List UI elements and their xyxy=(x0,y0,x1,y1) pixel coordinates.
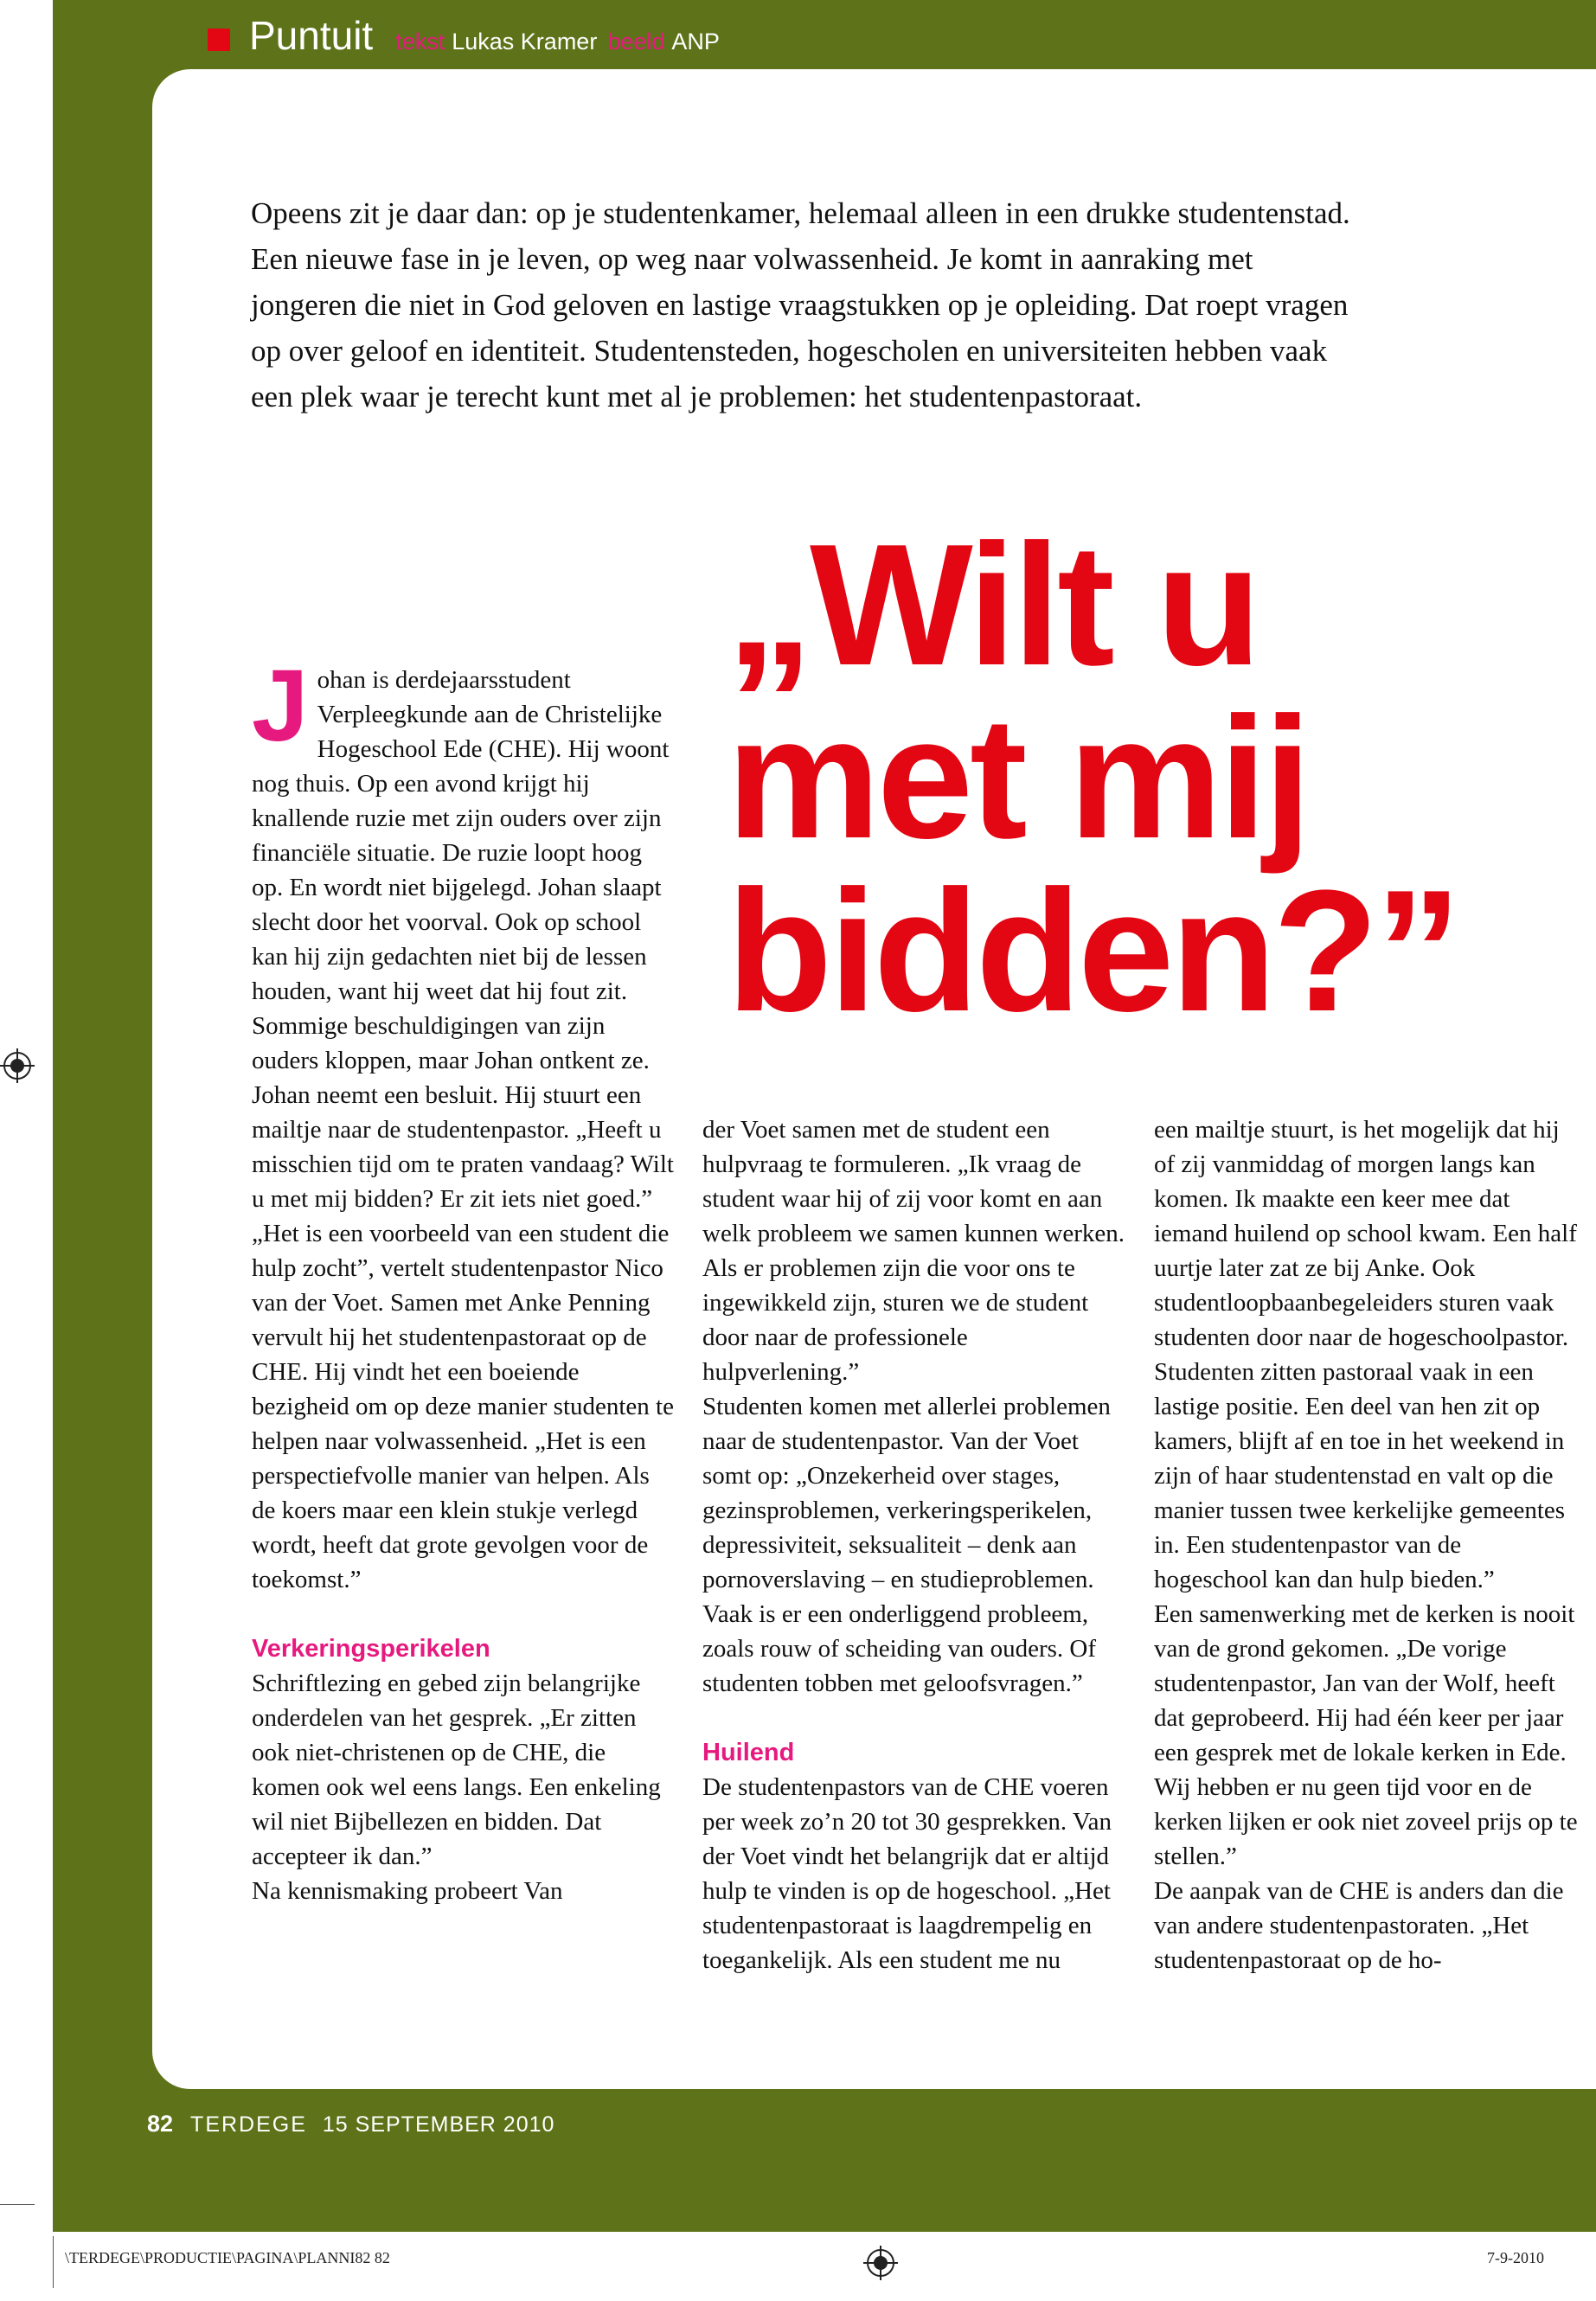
text-credit-label: tekst xyxy=(395,29,445,54)
paragraph: Studenten zitten pastoraal vaak in een lastige positie. Een deel van hen zit op kamers, blijft af en toe in het weekend in zijn of haar studentenstad en valt op die manier tussen twee kerkelijke gemeentes in. Een studentenpastor van de hogeschool kan dan hulp bieden.” xyxy=(1154,1358,1566,1593)
section-header xyxy=(208,12,730,73)
file-path: \TERDEGE\PRODUCTIE\PAGINA\PLANNI82 82 xyxy=(65,2249,390,2266)
page-number: 82 xyxy=(147,2111,174,2137)
print-slug xyxy=(65,2249,1544,2275)
paragraph: Studenten komen met allerlei problemen naar de studentenpastor. Van der Voet somt op: „Onzekerheid over stages, gezinsproblemen, verkeringsperikelen, depressiviteit, seksualiteit – denk aan pornoverslaving – en studieproblemen. Vaak is er een onderliggend probleem, zoals rouw of scheiding van ouders. Of studenten tobben met geloofsvragen.” xyxy=(702,1393,1111,1697)
paragraph: der Voet samen met de student een hulpvraag te formuleren. „Ik vraag de student waar hij of zij voor komt en aan welk probleem we samen kunnen werken. Als er problemen zijn die voor ons te ingewikkeld zijn, sturen we de student door naar de professionele hulpverlening.” xyxy=(702,1116,1125,1386)
paragraph: Schriftlezing en gebed zijn belangrijke onderdelen van het gesprek. „Er zitten ook niet-christenen op de CHE, die komen ook wel eens langs. Een enkeling wil niet Bijbellezen en bidden. Dat accepteer ik dan.” xyxy=(252,1670,661,1870)
issue-date: 15 SEPTEMBER 2010 xyxy=(322,2112,555,2137)
paragraph: Een samenwerking met de kerken is nooit van de grond gekomen. „De vorige studentenpastor, Jan van der Wolf, heeft dat geprobeerd. Hij had één keer per jaar een gesprek met de lokale kerken in Ede. Wij hebben er nu geen tijd voor en de kerken lijken er ook niet zoveel prijs op te stellen.” xyxy=(1154,1600,1578,1870)
headline-line-2: met mij xyxy=(727,682,1309,875)
image-credit-label: beeld xyxy=(607,29,665,54)
intro-lead xyxy=(251,190,1358,420)
subheading: Huilend xyxy=(702,1739,795,1766)
headline-line-3: bidden?” xyxy=(727,855,1458,1048)
crop-mark xyxy=(0,2204,35,2205)
intro-paragraph: Opeens zit je daar dan: op je studentenkamer, helemaal alleen in een drukke studentenstad. Een nieuwe fase in je leven, op weg naar volwassenheid. Je komt in aanraking met jongeren die niet in God geloven en lastige vraagstukken op je opleiding. Dat roept vragen op over geloof en identiteit. Studentensteden, hogescholen en universiteiten hebben vaak een plek waar je terecht kunt met al je problemen: het studentenpastoraat. xyxy=(251,196,1350,413)
headline xyxy=(727,509,1592,1048)
registration-mark-icon xyxy=(0,1048,35,1083)
opening-paragraph xyxy=(252,649,676,1078)
article-column-3 xyxy=(1154,1112,1578,1977)
section-title: Puntuit xyxy=(249,13,374,58)
crop-mark xyxy=(53,2236,54,2288)
paragraph: Johan neemt een besluit. Hij stuurt een mailtje naar de studentenpastor. „Heeft u misschien tijd om te praten vandaag? Wilt u met mij bidden? Er zit iets niet goed.” xyxy=(252,1081,674,1213)
article-column-1 xyxy=(252,649,676,1908)
drop-cap: J xyxy=(252,649,309,763)
paragraph: De aanpak van de CHE is anders dan die van andere studentenpastoraten. „Het studentenpastoraat op de ho- xyxy=(1154,1877,1564,1974)
paragraph: een mailtje stuurt, is het mogelijk dat hij of zij vanmiddag of morgen langs kan komen. Ik maakte een keer mee dat iemand huilend op school kwam. Een half uurtje later zat ze bij Anke. Ook studentloopbaanbegeleiders sturen vaak studenten door naar de hogeschoolpastor. xyxy=(1154,1116,1577,1351)
subheading: Verkeringsperikelen xyxy=(252,1635,490,1663)
magazine-name: TERDEGE xyxy=(190,2112,307,2137)
print-date: 7-9-2010 xyxy=(1487,2249,1544,2266)
image-credit: ANP xyxy=(671,29,720,54)
author-name: Lukas Kramer xyxy=(452,29,598,54)
article-column-2 xyxy=(702,1112,1128,1977)
paragraph: „Het is een voorbeeld van een student die hulp zocht”, vertelt studentenpastor Nico van der Voet. Samen met Anke Penning vervult hij het studentenpastoraat op de CHE. Hij vindt het een boeiende bezigheid om op deze manier studenten te helpen naar volwassenheid. „Het is een perspectiefvolle manier van helpen. Als de koers maar een klein stukje verlegd wordt, heeft dat grote gevolgen voor de toekomst.” xyxy=(252,1220,674,1593)
page-footer xyxy=(147,2111,554,2138)
red-square-icon xyxy=(208,29,230,51)
paragraph: De studentenpastors van de CHE voeren per week zo’n 20 tot 30 gesprekken. Van der Voet vindt het belangrijk dat er altijd hulp te vinden is op de hogeschool. „Het studentenpastoraat is laagdrempelig en toegankelijk. Als een student me nu xyxy=(702,1773,1112,1974)
paragraph-text: ohan is derdejaarsstudent Verpleegkunde aan de Christelijke Hogeschool Ede (CHE). Hij woont nog thuis. Op een avond krijgt hij knallende ruzie met zijn ouders over zijn financiële situatie. De ruzie loopt hoog op. En wordt niet bijgelegd. Johan slaapt slecht door het voorval. Ook op school kan hij zijn gedachten niet bij de lessen houden, want hij weet dat hij fout zit. Sommige beschuldigingen van zijn ouders kloppen, maar Johan ontkent ze. xyxy=(252,666,670,1074)
paragraph: Na kennismaking probeert Van xyxy=(252,1877,563,1905)
headline-line-1: „Wilt u xyxy=(727,509,1259,702)
